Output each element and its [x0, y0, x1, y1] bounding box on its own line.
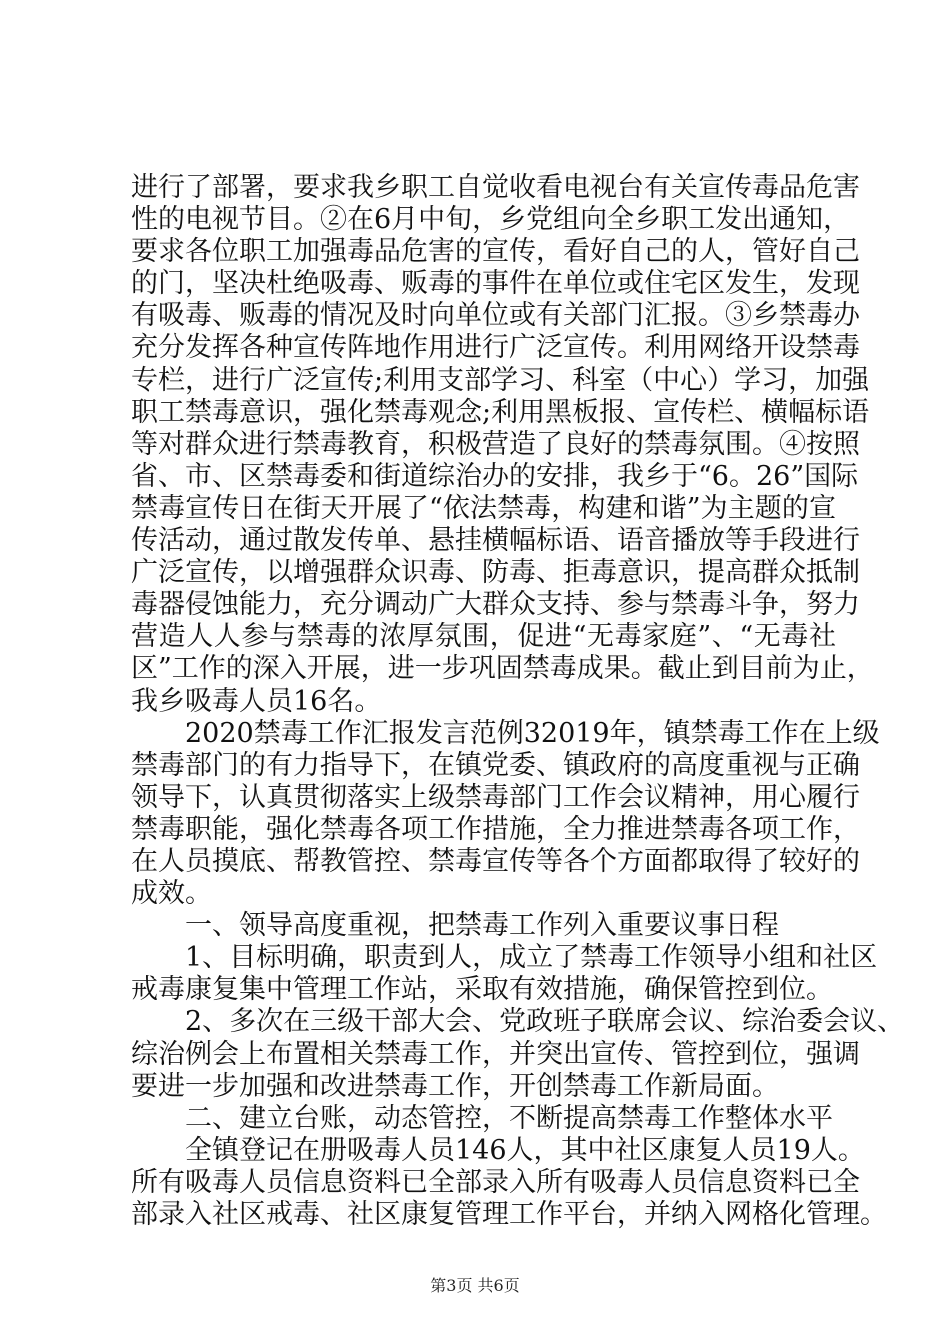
text-line: 的门，坚决杜绝吸毒、贩毒的事件在单位或住宅区发生，发现 — [131, 268, 860, 300]
page-number: 第3页 共6页 — [430, 1276, 520, 1295]
text-line: 要求各位职工加强毒品危害的宣传，看好自己的人，管好自己 — [131, 236, 860, 268]
text-line: 省、市、区禁毒委和街道综治办的安排，我乡于“6。26”国际 — [131, 460, 859, 492]
text-line: 性的电视节目。②在6月中旬，乡党组向全乡职工发出通知， — [131, 204, 851, 236]
text-line: 我乡吸毒人员16名。 — [131, 685, 382, 717]
text-line: 专栏，进行广泛宣传;利用支部学习、科室（中心）学习，加强 — [131, 364, 870, 396]
text-line: 要进一步加强和改进禁毒工作，开创禁毒工作新局面。 — [131, 1070, 779, 1102]
text-line: 充分发挥各种宣传阵地作用进行广泛宣传。利用网络开设禁毒 — [131, 332, 860, 364]
text-line: 广泛宣传，以增强群众识毒、防毒、拒毒意识，提高群众抵制 — [131, 557, 860, 589]
text-line: 2、多次在三级干部大会、党政班子联席会议、综治委会议、 — [185, 1006, 905, 1038]
text-line: 营造人人参与禁毒的浓厚氛围，促进“无毒家庭”、“无毒社 — [131, 621, 836, 653]
text-line: 成效。 — [131, 878, 212, 910]
text-line: 毒器侵蚀能力，充分调动广大群众支持、参与禁毒斗争，努力 — [131, 589, 860, 621]
text-line: 禁毒部门的有力指导下，在镇党委、镇政府的高度重视与正确 — [131, 749, 860, 781]
text-line: 2020禁毒工作汇报发言范例32019年，镇禁毒工作在上级 — [185, 717, 880, 749]
text-line: 职工禁毒意识，强化禁毒观念;利用黑板报、宣传栏、横幅标语 — [131, 396, 870, 428]
text-line: 传活动，通过散发传单、悬挂横幅标语、语音播放等手段进行 — [131, 525, 860, 557]
text-line: 领导下，认真贯彻落实上级禁毒部门工作会议精神，用心履行 — [131, 781, 860, 813]
text-line: 等对群众进行禁毒教育，积极营造了良好的禁毒氛围。④按照 — [131, 428, 860, 460]
text-line: 禁毒宣传日在街天开展了“依法禁毒，构建和谐”为主题的宣 — [131, 492, 836, 524]
text-line: 1、目标明确，职责到人，成立了禁毒工作领导小组和社区 — [185, 942, 878, 974]
text-line: 戒毒康复集中管理工作站，采取有效措施，确保管控到位。 — [131, 974, 833, 1006]
text-line: 二、建立台账，动态管控，不断提高禁毒工作整体水平 — [185, 1102, 833, 1134]
text-line: 禁毒职能，强化禁毒各项工作措施，全力推进禁毒各项工作， — [131, 813, 860, 845]
text-line: 部录入社区戒毒、社区康复管理工作平台，并纳入网格化管理。 — [131, 1199, 887, 1230]
text-line: 进行了部署，要求我乡职工自觉收看电视台有关宣传毒品危害 — [131, 172, 860, 203]
text-line: 在人员摸底、帮教管控、禁毒宣传等各个方面都取得了较好的 — [131, 845, 860, 877]
document-body — [131, 172, 905, 1231]
text-line: 有吸毒、贩毒的情况及时向单位或有关部门汇报。③乡禁毒办 — [131, 300, 860, 332]
page-footer — [0, 1276, 950, 1296]
text-line: 全镇登记在册吸毒人员146人，其中社区康复人员19人。 — [185, 1134, 865, 1166]
text-line: 区”工作的深入开展，进一步巩固禁毒成果。截止到目前为止， — [131, 653, 874, 685]
text-line: 所有吸毒人员信息资料已全部录入所有吸毒人员信息资料已全 — [131, 1166, 860, 1198]
text-line: 综治例会上布置相关禁毒工作，并突出宣传、管控到位，强调 — [131, 1038, 860, 1070]
text-line: 一、领导高度重视，把禁毒工作列入重要议事日程 — [185, 910, 779, 942]
